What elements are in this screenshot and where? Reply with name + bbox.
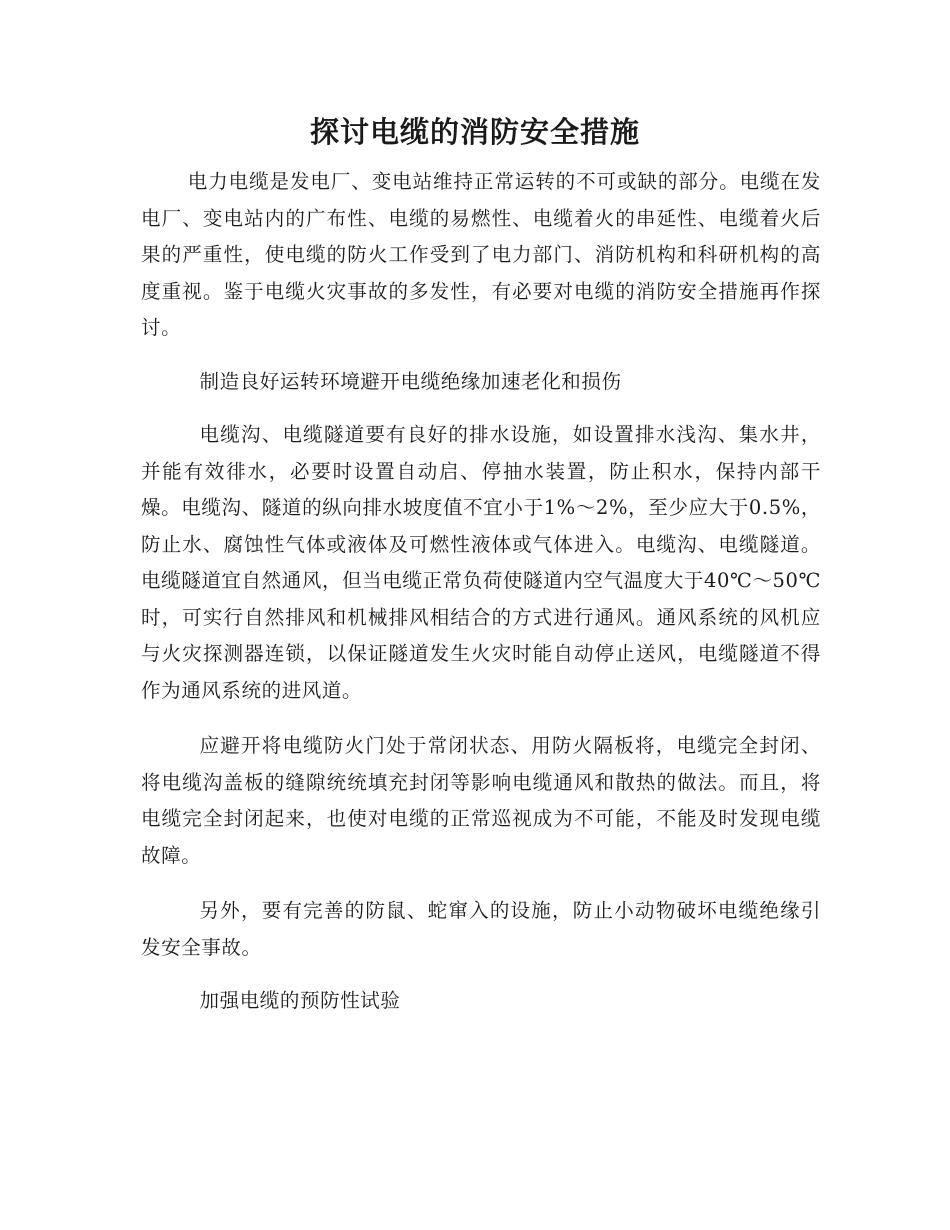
- paragraph-drainage-ventilation: 电缆沟、电缆隧道要有良好的排水设施，如设置排水浅沟、集水井，并能有效徘水，必要时设置自动启、停抽水装置，防止积水，保持内部干燥。电缆沟、隧道的纵向排水坡度值不宜小于1%～2%，至少应大于0.5%，防止水、腐蚀性气体或液体及可燃性液体或气体进入。电缆沟、电缆隧道。电缆隧道宜自然通风，但当电缆正常负荷使隧道内空气温度大于40℃～50℃时，可实行自然排风和机械排风相结合的方式进行通风。通风系统的风机应与火灾探测器连锁，以保证隧道发生火灾时能自动停止送风，电缆隧道不得作为通风系统的进风道。: [141, 423, 821, 702]
- paragraph-rodent-protection: 另外，要有完善的防鼠、蛇窜入的设施，防止小动物破坏电缆绝缘引发安全事故。: [141, 899, 821, 959]
- paragraph-intro: 电力电缆是发电厂、变电站维持正常运转的不可或缺的部分。电缆在发电厂、变电站内的广布性、电缆的易燃性、电缆着火的串延性、电缆着火后果的严重性，使电缆的防火工作受到了电力部门、消防机构和科研机构的高度重视。鉴于电缆火灾事故的多发性，有必要对电缆的消防安全措施再作探讨。: [141, 170, 821, 339]
- paragraph-avoid-sealing: 应避开将电缆防火门处于常闭状态、用防火隔板将，电缆完全封闭、将电缆沟盖板的缝隙统统填充封闭等影响电缆通风和散热的做法。而且，将电缆完全封闭起来，也使对电缆的正常巡视成为不可能，不能及时发现电缆故障。: [141, 734, 821, 867]
- page-title: 探讨电缆的消防安全措施: [309, 115, 640, 149]
- section-heading-preventive-testing: 加强电缆的预防性试验: [199, 989, 401, 1012]
- section-heading-environment: 制造良好运转环境避开电缆绝缘加速老化和损伤: [199, 370, 622, 393]
